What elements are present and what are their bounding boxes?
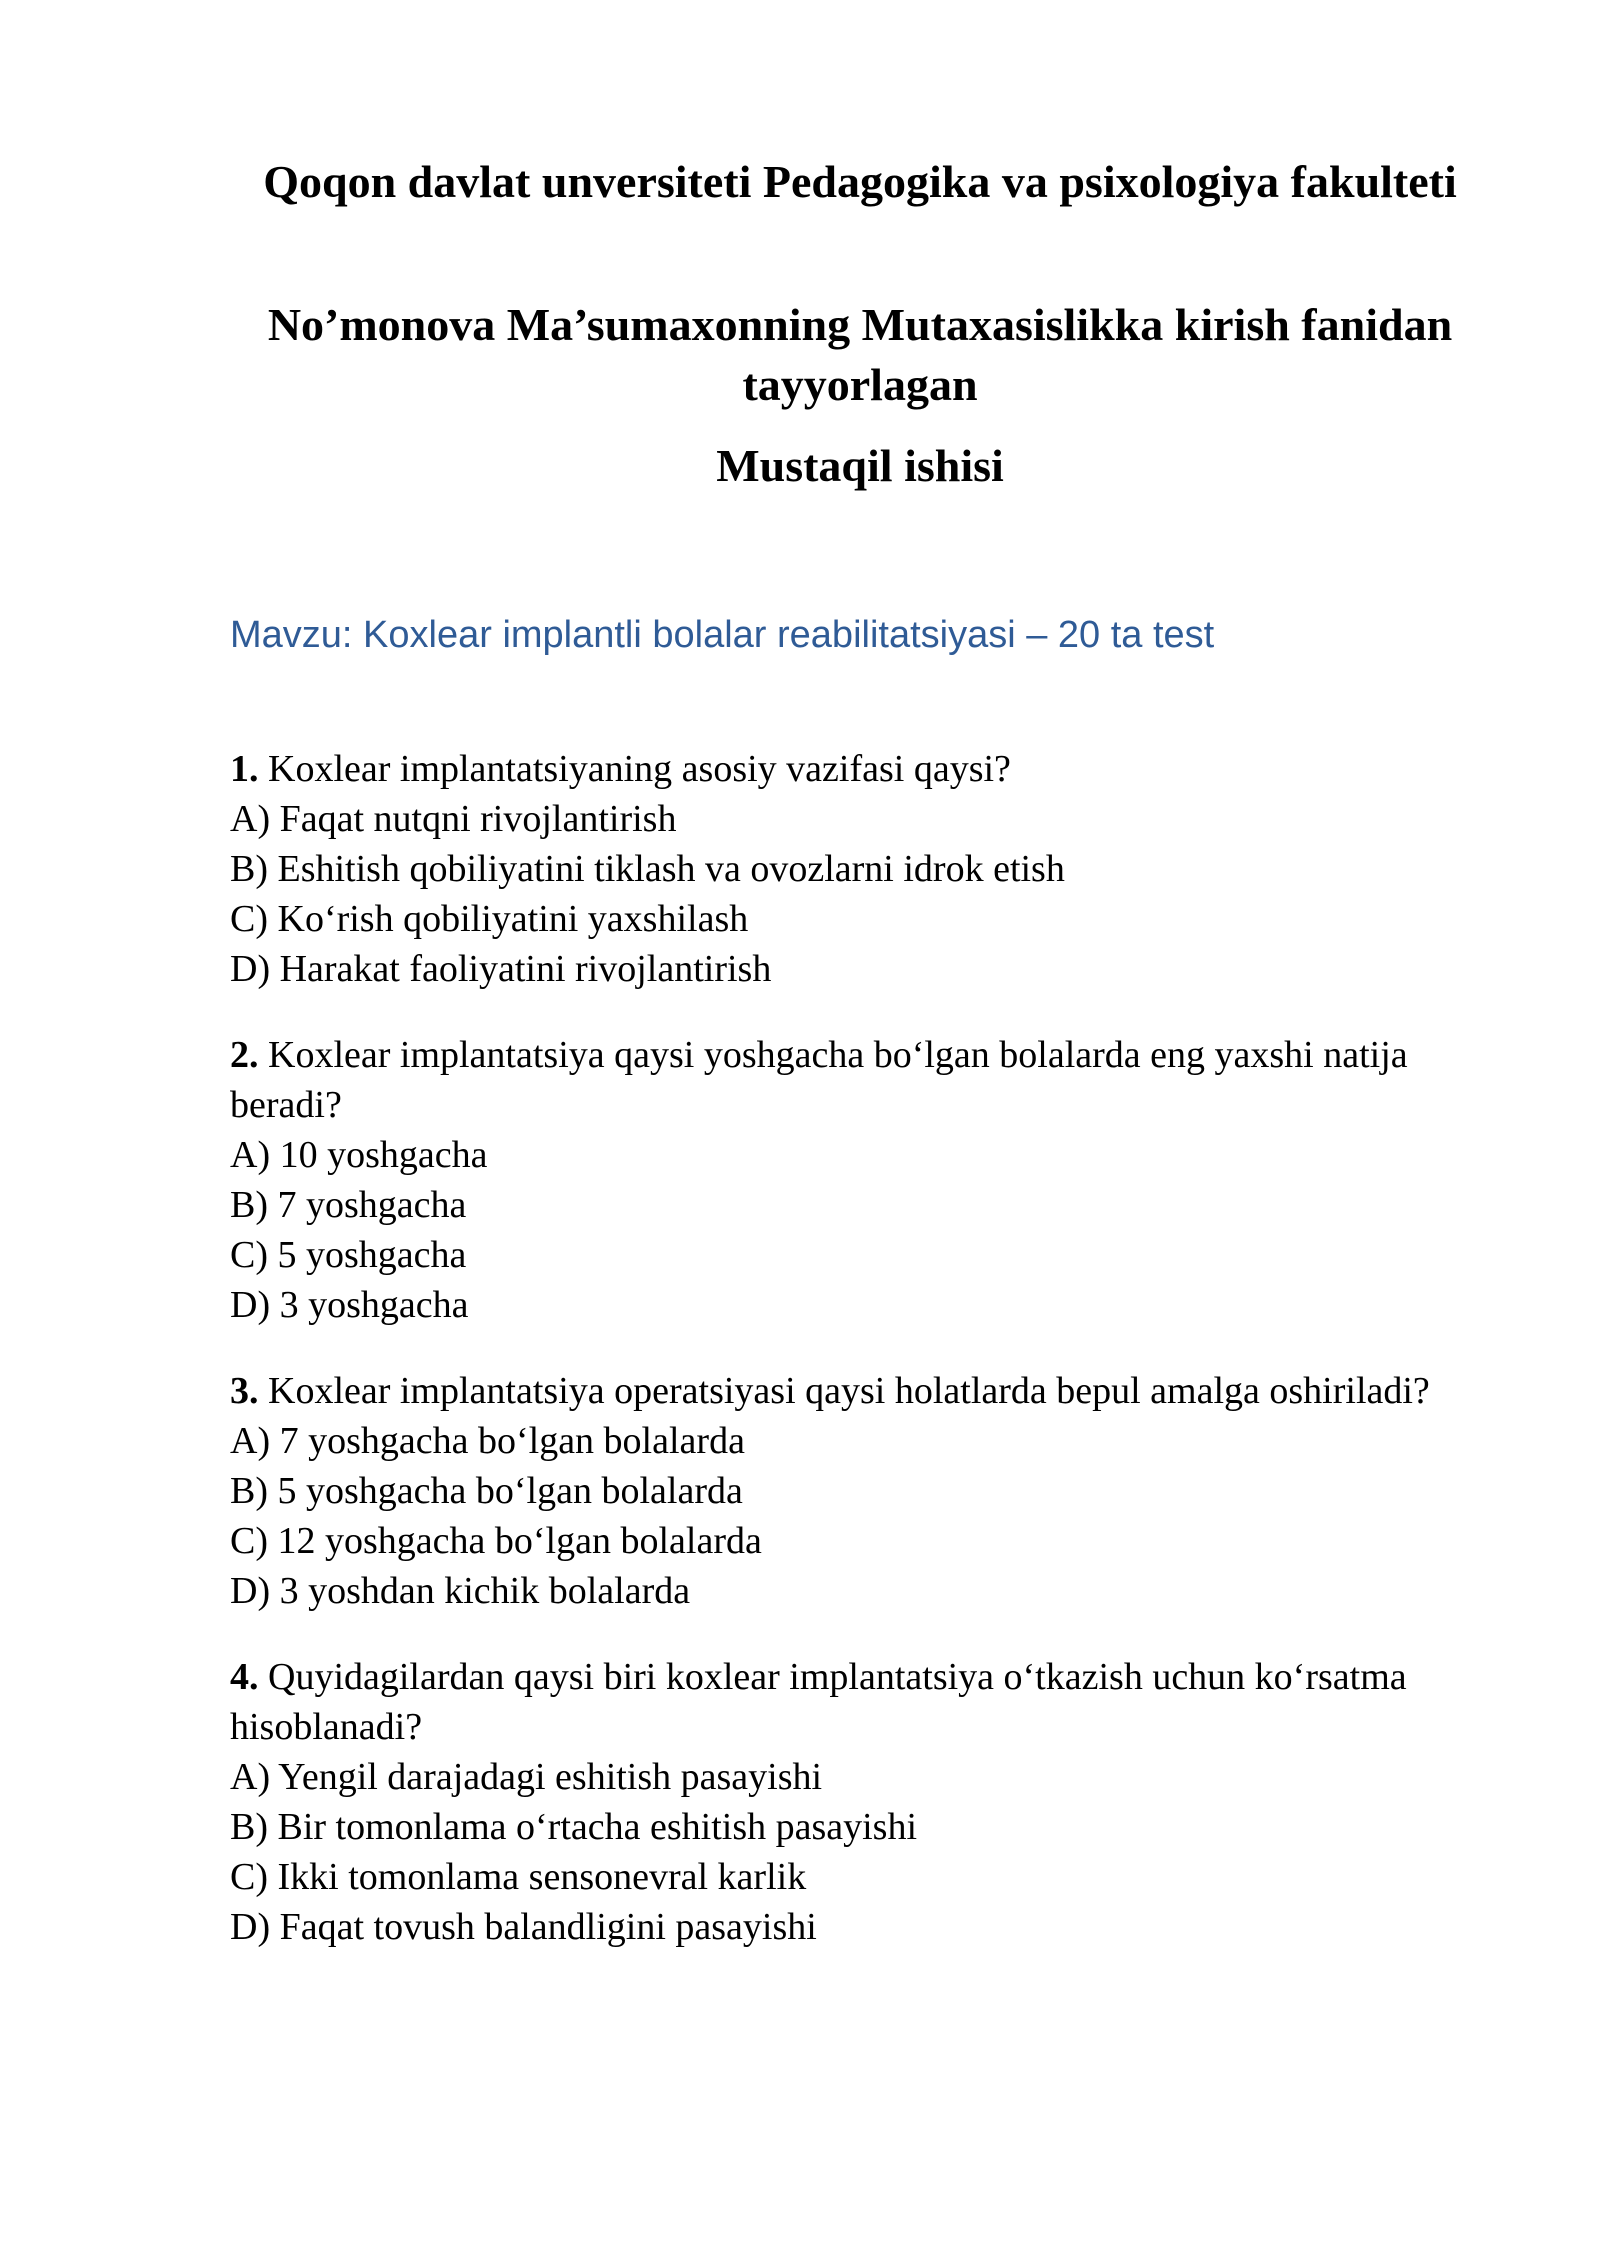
answer-option: A) Yengil darajadagi eshitish pasayishi [230,1756,823,1798]
topic-line: Mavzu: Koxlear implantli bolalar reabilitatsiyasi – 20 ta test [230,614,1215,656]
answer-option: D) Faqat tovush balandligini pasayishi [230,1906,817,1948]
question-number: 3. [230,1370,259,1412]
question-number: 2. [230,1034,259,1076]
question-item [230,744,1490,994]
answer-option: A) Faqat nutqni rivojlantirish [230,798,677,840]
work-title-heading: Mustaqil ishisi [716,440,1004,491]
question-text [230,1652,1490,1752]
answer-option: A) 7 yoshgacha bo‘lgan bolalarda [230,1420,745,1462]
question-prompt: Koxlear implantatsiya qaysi yoshgacha bo‘lgan bolalarda eng yaxshi natija beradi? [230,1034,1408,1126]
answer-option: D) Harakat faoliyatini rivojlantirish [230,948,772,990]
question-text [230,1366,1490,1416]
answer-option: D) 3 yoshgacha [230,1284,469,1326]
question-number: 1. [230,748,259,790]
answer-option: B) 7 yoshgacha [230,1184,467,1226]
question-prompt: Koxlear implantatsiya operatsiyasi qaysi holatlarda bepul amalga oshiriladi? [258,1370,1430,1412]
question-item [230,1652,1490,1952]
question-list [230,744,1490,1988]
answer-option: D) 3 yoshdan kichik bolalarda [230,1570,691,1612]
answer-option: C) Ko‘rish qobiliyatini yaxshilash [230,898,749,940]
question-item [230,1030,1490,1330]
university-faculty-heading: Qoqon davlat unversiteti Pedagogika va psixologiya fakulteti [263,156,1457,207]
answer-option: B) 5 yoshgacha bo‘lgan bolalarda [230,1470,743,1512]
author-subject-heading: No’monova Ma’sumaxonning Mutaxasislikka kirish fanidan tayyorlagan [267,299,1453,410]
question-prompt: Koxlear implantatsiyaning asosiy vazifasi qaysi? [258,748,1011,790]
question-prompt: Quyidagilardan qaysi biri koxlear implantatsiya o‘tkazish uchun ko‘rsatma hisoblanadi? [230,1656,1407,1748]
answer-option: A) 10 yoshgacha [230,1134,488,1176]
question-item [230,1366,1490,1616]
question-number: 4. [230,1656,259,1698]
answer-option: C) 5 yoshgacha [230,1234,467,1276]
question-text [230,744,1490,794]
answer-option: C) 12 yoshgacha bo‘lgan bolalarda [230,1520,762,1562]
answer-option: B) Eshitish qobiliyatini tiklash va ovozlarni idrok etish [230,848,1065,890]
question-text [230,1030,1490,1130]
answer-option: C) Ikki tomonlama sensonevral karlik [230,1856,807,1898]
answer-option: B) Bir tomonlama o‘rtacha eshitish pasayishi [230,1806,918,1848]
